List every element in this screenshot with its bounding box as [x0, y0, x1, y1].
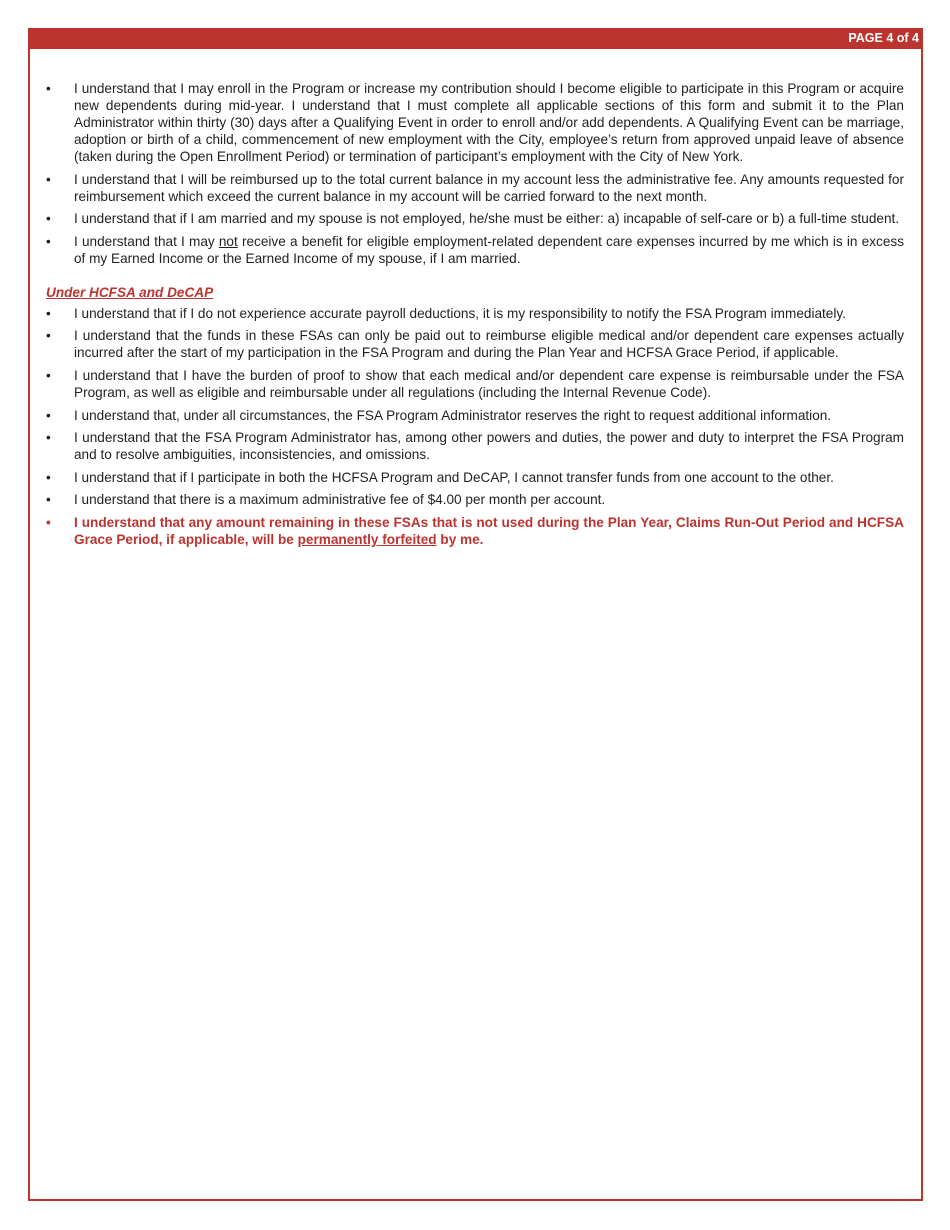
text-segment: I understand that any amount remaining in these FSAs that is not used during the Plan Year, Claims Run-Out Period and HCFSA Grace Period, if applicable, will be: [74, 514, 904, 547]
list-item-text: I understand that if I am married and my spouse is not employed, he/she must be either: a) incapable of self-care or b) a full-time student.: [74, 211, 900, 227]
list-item: [46, 80, 904, 165]
bullet-icon: •: [46, 514, 51, 530]
text-segment: receive a benefit for eligible employment-related dependent care expenses incurred by me which is in excess of my Earned Income or the Earned Income of my spouse, if I am married.: [74, 233, 904, 266]
underlined-text: not: [218, 233, 238, 249]
bullet-icon: •: [46, 233, 51, 249]
general-terms-list: [46, 80, 904, 267]
bullet-icon: •: [46, 492, 51, 508]
bullet-icon: •: [46, 367, 51, 383]
list-item: [46, 469, 904, 486]
bullet-icon: •: [46, 171, 51, 187]
page-header-bar: [28, 28, 923, 49]
list-item: [46, 407, 904, 424]
hcfsa-decap-terms-list: [46, 305, 904, 548]
list-item: [46, 429, 904, 463]
page-number: PAGE 4 of 4: [848, 31, 919, 45]
list-item-text: I understand that there is a maximum administrative fee of $4.00 per month per account.: [74, 492, 606, 508]
list-item-text: I understand that, under all circumstances, the FSA Program Administrator reserves the right to request additional information.: [74, 407, 832, 423]
list-item: [46, 367, 904, 401]
list-item: [46, 210, 904, 227]
list-item: [46, 305, 904, 322]
bullet-icon: •: [46, 430, 51, 446]
list-item: [46, 327, 904, 361]
text-segment: by me.: [436, 531, 484, 547]
list-item-text: I understand that the funds in these FSAs can only be paid out to reimburse eligible medical and/or dependent care expenses actually incurred after the start of my participation in the FSA Program and during the Plan Year and HCFSA Grace Period, if applicable.: [74, 328, 904, 361]
forfeiture-warning-item: [46, 514, 904, 548]
list-item: [46, 233, 904, 267]
underlined-text: permanently forfeited: [297, 531, 437, 547]
list-item-text: I understand that I will be reimbursed up to the total current balance in my account less the administrative fee. Any amounts requested for reimbursement which exceed the current balance in my account will be carried forward to the next month.: [74, 171, 904, 204]
list-item: [46, 171, 904, 205]
list-item: [46, 491, 904, 508]
bullet-icon: •: [46, 407, 51, 423]
text-segment: I understand that I may: [74, 233, 219, 249]
bullet-icon: •: [46, 469, 51, 485]
list-item-text: I understand that if I participate in both the HCFSA Program and DeCAP, I cannot transfer funds from one account to the other.: [74, 469, 834, 485]
list-item-text: I understand that if I do not experience accurate payroll deductions, it is my responsibility to notify the FSA Program immediately.: [74, 305, 846, 321]
section-heading: Under HCFSA and DeCAP: [46, 284, 214, 300]
bullet-icon: •: [46, 328, 51, 344]
list-item-text: I understand that I may enroll in the Program or increase my contribution should I become eligible to participate in this Program or acquire new dependents during mid-year. I understand that I must complete all applicable sections of this form and submit it to the Plan Administrator within thirty (30) days after a Qualifying Event in order to enroll and/or add dependents. A Qualifying Event can be marriage, adoption or birth of a child, commencement of new employment with the City, employee’s return from approved unpaid leave of absence (taken during the Open Enrollment Period) or termination of participant’s employment with the City of New York.: [74, 81, 904, 164]
document-body: [46, 80, 904, 554]
list-item-text: I understand that the FSA Program Administrator has, among other powers and duties, the power and duty to interpret the FSA Program and to resolve ambiguities, inconsistencies, and omissions.: [74, 430, 904, 463]
list-item-text: I understand that I have the burden of proof to show that each medical and/or dependent care expense is reimbursable under the FSA Program, as well as eligible and reimbursable under all regulations (including the Internal Revenue Code).: [74, 367, 904, 400]
bullet-icon: •: [46, 211, 51, 227]
bullet-icon: •: [46, 81, 51, 96]
bullet-icon: •: [46, 305, 51, 321]
list-item-text: [74, 515, 904, 547]
list-item-text: [74, 234, 904, 266]
